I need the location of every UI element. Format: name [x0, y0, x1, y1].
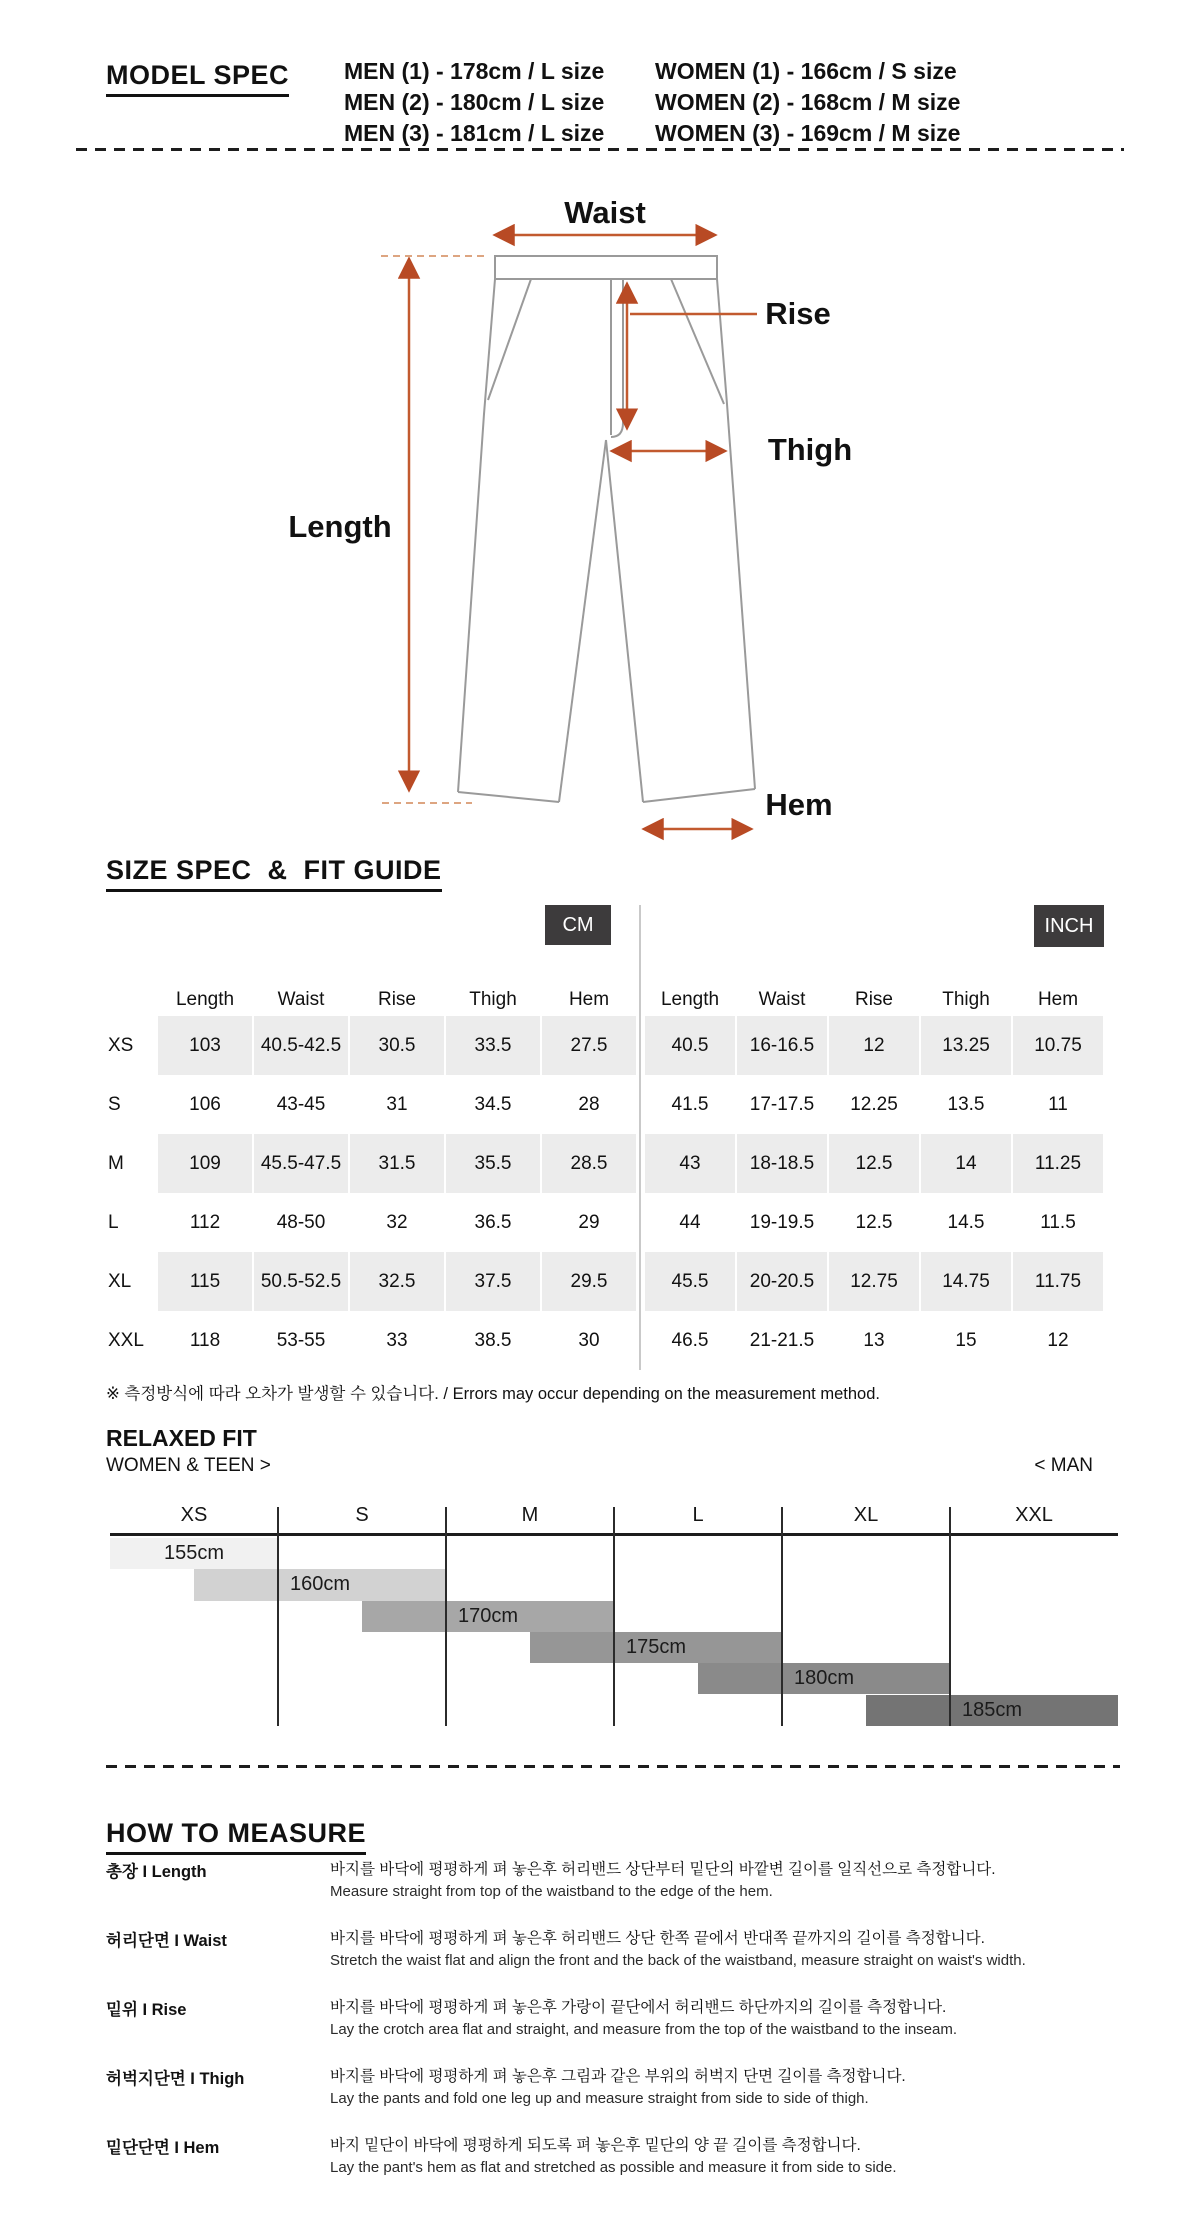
cm-unit-badge: CM [545, 905, 611, 945]
header-spacer [106, 988, 156, 1012]
size-value: 34.5 [474, 1093, 512, 1115]
size-value: 103 [158, 1016, 252, 1075]
measure-row [106, 2063, 1116, 2132]
column-header: Thigh [942, 989, 990, 1010]
waist-label: Waist [564, 195, 646, 230]
measure-desc-en: Lay the pant's hem as flat and stretched as possible and measure it from side to side. [330, 2159, 897, 2176]
size-value: 17-17.5 [749, 1093, 815, 1115]
model-spec-women-list [655, 58, 960, 147]
fit-size-label: S [355, 1503, 369, 1526]
model-spec-line-men: MEN (1) - 178cm / L size [344, 58, 605, 84]
measure-desc-ko: 바지를 바닥에 평평하게 펴 놓은후 허리밴드 상단 한쪽 끝에서 반대쪽 끝까지의 길이를 측정합니다. [330, 1930, 985, 1947]
size-value: 48-50 [276, 1211, 326, 1233]
size-value: 16-16.5 [737, 1016, 827, 1075]
size-value: 33 [386, 1329, 408, 1351]
fit-height-bar [698, 1663, 950, 1694]
size-row-xs [645, 1016, 1103, 1075]
women-teen-label: WOMEN & TEEN > [106, 1455, 271, 1476]
size-value: 118 [189, 1329, 221, 1351]
column-header: Length [660, 989, 720, 1010]
measurement-note: ※ 측정방식에 따라 오차가 발생할 수 있습니다. / Errors may occur depending on the measurement method. [106, 1385, 880, 1403]
size-row-xs [106, 1016, 636, 1075]
size-value: 31.5 [350, 1134, 444, 1193]
size-value: 45.5 [645, 1252, 735, 1311]
size-value: 106 [189, 1093, 221, 1115]
size-value: 41.5 [671, 1093, 709, 1115]
fit-height-value: 155cm [163, 1542, 225, 1565]
size-value: 44 [679, 1211, 701, 1233]
cm-table-header [106, 988, 636, 1012]
size-value: 11.25 [1013, 1134, 1103, 1193]
fit-size-label: XXL [1015, 1503, 1053, 1526]
size-value: 13.5 [947, 1093, 985, 1115]
cm-size-table [106, 1016, 636, 1370]
size-value: 112 [189, 1211, 221, 1233]
column-header: Waist [277, 989, 325, 1010]
size-value: 29 [578, 1211, 600, 1233]
left-outer-seam [458, 279, 495, 792]
measure-desc-ko: 바지를 바닥에 평평하게 펴 놓은후 그림과 같은 부위의 허벅지 단면 길이를 측정합니다. [330, 2068, 906, 2085]
measure-term: 허리단면 I Waist [106, 1932, 227, 1950]
right-hem-edge [643, 789, 755, 802]
size-value: 50.5-52.5 [254, 1252, 348, 1311]
size-value: 31 [386, 1093, 408, 1115]
hem-label: Hem [765, 787, 833, 822]
size-value: 12.5 [855, 1211, 893, 1233]
thigh-label: Thigh [767, 432, 853, 467]
size-label: XXL [108, 1329, 144, 1351]
size-value: 14.75 [921, 1252, 1011, 1311]
fit-height-bar [530, 1632, 782, 1663]
left-hem-edge [458, 792, 559, 802]
size-value: 32.5 [350, 1252, 444, 1311]
size-value: 46.5 [671, 1329, 709, 1351]
size-value: 36.5 [474, 1211, 512, 1233]
size-value: 109 [158, 1134, 252, 1193]
size-value: 43 [645, 1134, 735, 1193]
size-value: 35.5 [446, 1134, 540, 1193]
measure-term: 총장 I Length [106, 1863, 207, 1881]
size-value: 33.5 [446, 1016, 540, 1075]
size-value: 11 [1048, 1093, 1068, 1115]
size-value: 19-19.5 [749, 1211, 815, 1233]
fit-size-label: M [521, 1503, 539, 1526]
column-header: Length [175, 989, 235, 1010]
left-inseam [559, 440, 606, 802]
right-inseam [606, 440, 643, 802]
measure-desc-ko: 바지를 바닥에 평평하게 펴 놓은후 가랑이 끝단에서 허리밴드 하단까지의 길이를 측정합니다. [330, 1999, 947, 2016]
size-value: 38.5 [474, 1329, 512, 1351]
model-spec-line-women: WOMEN (2) - 168cm / M size [655, 89, 961, 115]
size-value: 21-21.5 [749, 1329, 815, 1351]
size-value: 13.25 [921, 1016, 1011, 1075]
size-value: 40.5 [645, 1016, 735, 1075]
column-header: Rise [377, 989, 416, 1010]
measure-row [106, 1856, 1116, 1925]
size-spec-heading [106, 855, 442, 892]
size-row-l [645, 1193, 1103, 1252]
fit-column-line [445, 1507, 447, 1726]
section-divider-bottom [106, 1765, 1120, 1768]
fit-height-bar [194, 1569, 446, 1600]
measure-term: 밑위 I Rise [106, 2001, 187, 2019]
fit-range-chart [110, 1502, 1118, 1728]
column-header: Waist [758, 989, 806, 1010]
fit-column-line [277, 1507, 279, 1726]
inch-table-header [645, 988, 1103, 1012]
fit-height-bar [866, 1695, 1118, 1726]
measure-instructions [106, 1856, 1116, 2201]
model-spec-line-women: WOMEN (1) - 166cm / S size [655, 58, 957, 84]
column-header: Hem [568, 989, 610, 1010]
size-value: 32 [386, 1211, 408, 1233]
fit-height-value: 170cm [457, 1604, 519, 1627]
fit-column-line [613, 1507, 615, 1726]
pants-outline [458, 256, 755, 802]
size-value: 28.5 [542, 1134, 636, 1193]
section-divider-top [76, 148, 1124, 151]
measure-term: 밑단단면 I Hem [106, 2139, 220, 2157]
size-value: 20-20.5 [737, 1252, 827, 1311]
size-value: 12 [1047, 1329, 1069, 1351]
man-label: < MAN [1034, 1455, 1093, 1476]
size-label: M [108, 1152, 124, 1174]
measure-desc-en: Stretch the waist flat and align the front and the back of the waistband, measure straight on waist's width. [330, 1952, 1026, 1969]
size-value: 12.5 [829, 1134, 919, 1193]
size-row-s [645, 1075, 1103, 1134]
model-spec-title: MODEL SPEC [106, 60, 289, 97]
model-spec-heading [106, 60, 289, 97]
size-label: XS [108, 1034, 134, 1056]
measure-desc-en: Lay the pants and fold one leg up and measure straight from side to side of thigh. [330, 2090, 869, 2107]
size-value: 43-45 [276, 1093, 326, 1115]
inch-size-table [645, 1016, 1103, 1370]
model-spec-line-men: MEN (3) - 181cm / L size [344, 120, 605, 146]
size-value: 11.75 [1013, 1252, 1103, 1311]
size-value: 37.5 [446, 1252, 540, 1311]
size-value: 18-18.5 [737, 1134, 827, 1193]
fit-height-value: 175cm [625, 1636, 687, 1659]
size-value: 40.5-42.5 [254, 1016, 348, 1075]
measure-desc-en: Lay the crotch area flat and straight, and measure from the top of the waistband to the inseam. [330, 2021, 958, 2038]
fit-height-bar [110, 1538, 278, 1569]
column-header: Hem [1037, 989, 1079, 1010]
size-label: L [108, 1211, 119, 1233]
fit-height-value: 185cm [961, 1698, 1023, 1721]
size-value: 12.75 [829, 1252, 919, 1311]
fit-height-bar [362, 1601, 614, 1632]
size-row-m [106, 1134, 636, 1193]
size-value: 28 [578, 1093, 600, 1115]
size-row-xxl [645, 1311, 1103, 1370]
measure-row [106, 2132, 1116, 2201]
size-value: 15 [955, 1329, 977, 1351]
fit-height-value: 160cm [289, 1573, 351, 1596]
size-row-xl [645, 1252, 1103, 1311]
size-row-xxl [106, 1311, 636, 1370]
measure-desc-ko: 바지를 바닥에 평평하게 펴 놓은후 허리밴드 상단부터 밑단의 바깥변 길이를 일직선으로 측정합니다. [330, 1861, 996, 1878]
size-value: 12.25 [850, 1093, 898, 1115]
size-row-m [645, 1134, 1103, 1193]
how-to-measure-heading [106, 1818, 366, 1855]
measure-row [106, 1925, 1116, 1994]
inch-unit-badge: INCH [1034, 905, 1104, 947]
size-row-xl [106, 1252, 636, 1311]
rise-label: Rise [765, 296, 831, 331]
measure-desc-en: Measure straight from top of the waistband to the edge of the hem. [330, 1883, 773, 1900]
measure-desc-ko: 바지 밑단이 바닥에 평평하게 되도록 펴 놓은후 밑단의 양 끝 길이를 측정합니다. [330, 2137, 861, 2154]
size-value: 53-55 [276, 1329, 326, 1351]
size-value: 10.75 [1013, 1016, 1103, 1075]
model-spec-men-list [344, 58, 604, 147]
size-value: 30.5 [350, 1016, 444, 1075]
table-divider [639, 905, 641, 1370]
how-to-measure-title: HOW TO MEASURE [106, 1818, 366, 1855]
fit-height-value: 180cm [793, 1667, 855, 1690]
size-value: 27.5 [542, 1016, 636, 1075]
waistband [495, 256, 717, 279]
size-value: 30 [578, 1329, 600, 1351]
fly-line-right [611, 279, 623, 437]
size-value: 14.5 [947, 1211, 985, 1233]
size-value: 11.5 [1040, 1211, 1076, 1233]
size-value: 115 [158, 1252, 252, 1311]
fit-size-label: L [692, 1503, 704, 1526]
column-header: Rise [854, 989, 893, 1010]
size-label: XL [108, 1270, 132, 1292]
fit-column-line [949, 1507, 951, 1726]
size-row-l [106, 1193, 636, 1252]
relaxed-fit-title: RELAXED FIT [106, 1425, 257, 1451]
size-row-s [106, 1075, 636, 1134]
size-label: S [108, 1093, 121, 1115]
right-pocket-line [671, 279, 724, 404]
size-spec-title: SIZE SPEC & FIT GUIDE [106, 855, 442, 892]
size-value: 14 [921, 1134, 1011, 1193]
model-spec-line-women: WOMEN (3) - 169cm / M size [655, 120, 961, 146]
right-outer-seam [717, 279, 755, 789]
fit-size-label: XS [180, 1503, 208, 1526]
length-label: Length [288, 509, 392, 544]
fit-column-line [781, 1507, 783, 1726]
column-header: Thigh [469, 989, 517, 1010]
model-spec-line-men: MEN (2) - 180cm / L size [344, 89, 605, 115]
size-value: 45.5-47.5 [254, 1134, 348, 1193]
size-value: 29.5 [542, 1252, 636, 1311]
pants-measurement-diagram [0, 185, 1200, 850]
measure-row [106, 1994, 1116, 2063]
size-value: 12 [829, 1016, 919, 1075]
fit-size-label: XL [853, 1503, 879, 1526]
size-value: 13 [863, 1329, 885, 1351]
measure-term: 허벅지단면 I Thigh [106, 2070, 245, 2088]
